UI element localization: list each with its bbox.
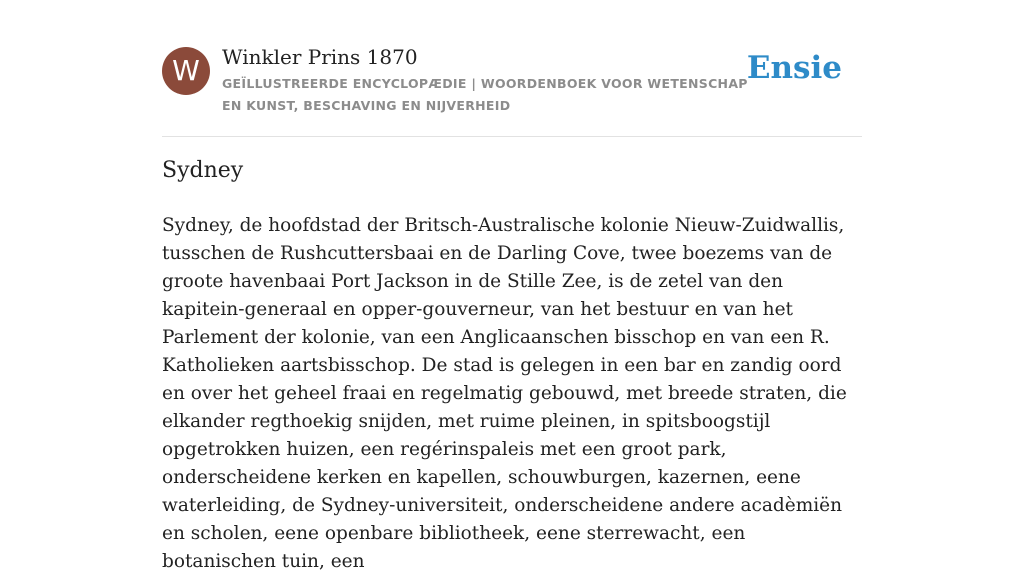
source-avatar: W xyxy=(162,47,210,95)
article-body: Sydney, de hoofdstad der Britsch-Australische kolonie Nieuw-Zuidwallis, tusschen de Rushcuttersbaai en de Darling Cove, twee boezems van de groote havenbaai Port Jackson in de Stille Zee, is de zetel van den kapitein-generaal en opper-gouverneur, van het bestuur en van het Parlement der kolonie, van een Anglicaanschen bisschop en van een R. Katholieken aartsbisschop. De stad is gelegen in een bar en zandig oord en over het geheel fraai en regelmatig gebouwd, met breede straten, die elkander regthoekig snijden, met ruime pleinen, in spitsboogstijl opgetrokken huizen, een regérinspaleis met een groot park, onderscheidene kerken en kapellen, schouwburgen, kazernen, eene waterleiding, de Sydney-universiteit, onderscheidene andere acadèmiën en scholen, eene openbare bibliotheek, eene sterrewacht, een botanischen tuin, een xyxy=(162,215,847,572)
article-title: Sydney xyxy=(162,158,244,183)
ensie-logo-link[interactable]: Ensie xyxy=(746,50,842,86)
source-title[interactable]: Winkler Prins 1870 xyxy=(222,45,418,69)
source-subtitle: GEÏLLUSTREERDE ENCYCLOPÆDIE | WOORDENBOEK VOOR WETENSCHAP EN KUNST, BESCHAVING EN NIJVERHEID xyxy=(222,76,748,113)
source-header xyxy=(162,44,862,137)
